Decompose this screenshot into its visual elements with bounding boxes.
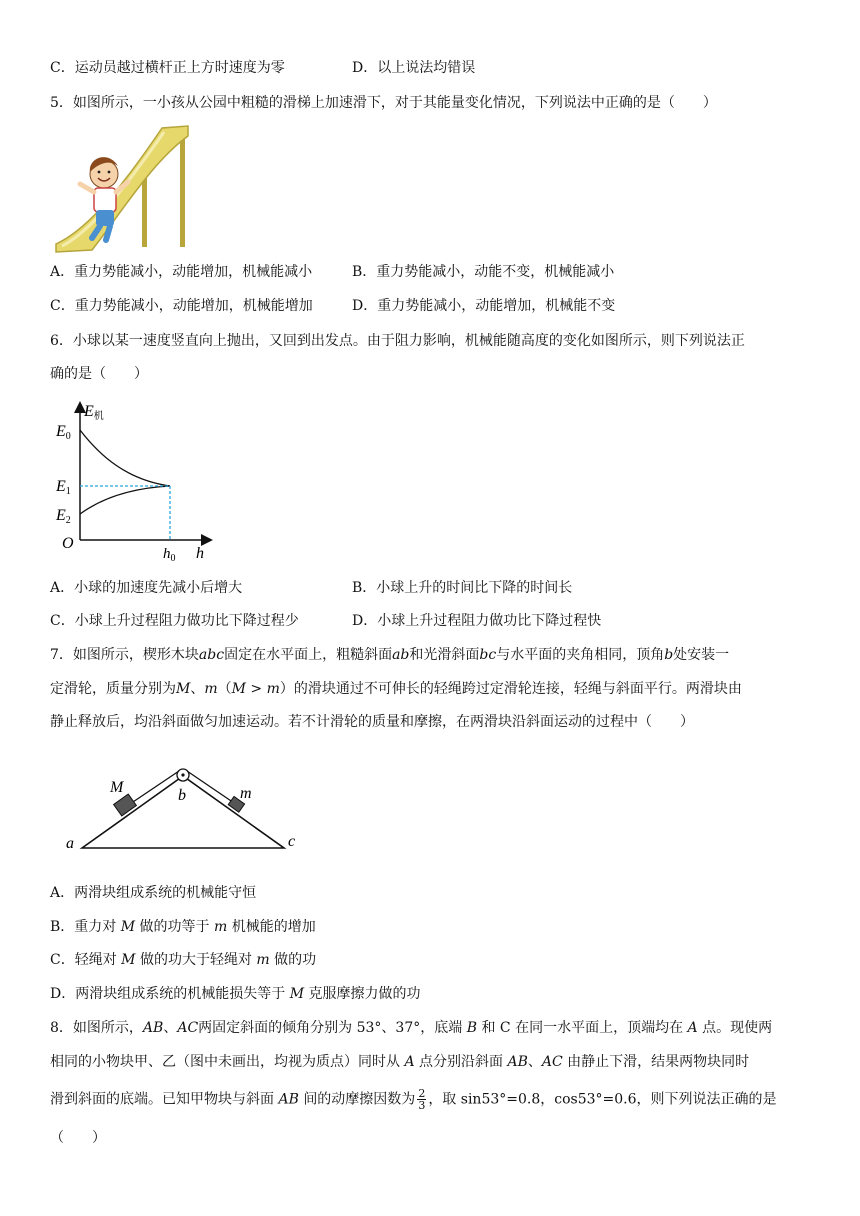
label-b: b (178, 787, 186, 804)
q5-option-c: C．重力势能减小，动能增加，机械能增加 (50, 298, 313, 314)
label-m: m (240, 785, 252, 802)
q7-option-d: D．两滑块组成系统的机械能损失等于 M 克服摩擦力做的功 (50, 986, 421, 1002)
y-axis-label: E机 (84, 403, 104, 422)
e1-label: E1 (56, 478, 71, 497)
q8-stem-line3: 滑到斜面的底端。已知甲物块与斜面 AB 间的动摩擦因数为 $\frac{2}{3}$ ，取 sin53°=0.8，cos53°=0.6，则下列说法正确的是 (50, 1087, 777, 1112)
q7-stem-line2: 定滑轮，质量分别为M、m（M > m）的滑块通过不可伸长的轻绳跨过定滑轮连接，轻绳与斜面平行。两滑块由 (50, 681, 742, 697)
q8-stem-line2: 相同的小物块甲、乙（图中未画出，均视为质点）同时从 A 点分别沿斜面 AB、AC 由静止下滑，结果两物块同时 (50, 1054, 750, 1070)
block-M (114, 794, 137, 816)
origin-label: O (62, 535, 74, 552)
upper-curve (80, 430, 170, 486)
q4-option-d: D．以上说法均错误 (352, 60, 476, 76)
q6-stem-line1: 6．小球以某一速度竖直向上抛出，又回到出发点。由于阻力影响，机械能随高度的变化如图所示，则下列说法正 (50, 333, 745, 349)
label-M: M (110, 779, 124, 796)
q8-stem-line1: 8．如图所示，AB、AC两固定斜面的倾角分别为 53°、37°，底端 B 和 C 在同一水平面上，顶端均在 A 点。现使两 (50, 1020, 773, 1036)
q5-option-b: B．重力势能减小，动能不变，机械能减小 (352, 264, 615, 280)
e2-label: E2 (56, 507, 71, 526)
label-c: c (288, 833, 296, 850)
q5-stem: 5．如图所示，一小孩从公园中粗糙的滑梯上加速滑下，对于其能量变化情况，下列说法中正确的是（ ） (50, 95, 717, 111)
label-a: a (66, 835, 74, 852)
q5-option-a: A．重力势能减小，动能增加，机械能减小 (50, 264, 313, 280)
q7-option-c: C．轻绳对 M 做的功大于轻绳对 m 做的功 (50, 952, 317, 968)
energy-height-graph (52, 396, 222, 564)
q7-option-a: A．两滑块组成系统的机械能守恒 (50, 885, 257, 901)
x-axis-label: h (196, 545, 204, 562)
q6-option-b: B．小球上升的时间比下降的时间长 (352, 580, 573, 596)
lower-curve (80, 486, 170, 514)
wedge-pulley-figure (62, 762, 312, 858)
q6-stem-line2: 确的是（ ） (50, 366, 148, 382)
h0-label: $h_0$ (163, 546, 176, 564)
q5-option-d: D．重力势能减小，动能增加，机械能不变 (352, 298, 616, 314)
friction-coefficient-fraction: $\frac{2}{3}$ (418, 1087, 426, 1112)
q7-stem-line3: 静止释放后，均沿斜面做匀加速运动。若不计滑轮的质量和摩擦，在两滑块沿斜面运动的过程中（ ） (50, 714, 694, 730)
q7-stem-line1: 7．如图所示，楔形木块abc固定在水平面上，粗糙斜面ab和光滑斜面bc与水平面的夹角相同，顶角b处安装一 (50, 647, 730, 663)
q6-option-d: D．小球上升过程阻力做功比下降过程快 (352, 613, 602, 629)
q6-option-a: A．小球的加速度先减小后增大 (50, 580, 243, 596)
q7-option-b: B．重力对 M 做的功等于 m 机械能的增加 (50, 919, 316, 935)
e0-label: E0 (56, 423, 71, 442)
q4-option-c: C．运动员越过横杆正上方时速度为零 (50, 60, 285, 76)
slide-illustration (52, 122, 192, 254)
q6-option-c: C．小球上升过程阻力做功比下降过程少 (50, 613, 299, 629)
q8-stem-line4: （ ） (50, 1130, 106, 1146)
